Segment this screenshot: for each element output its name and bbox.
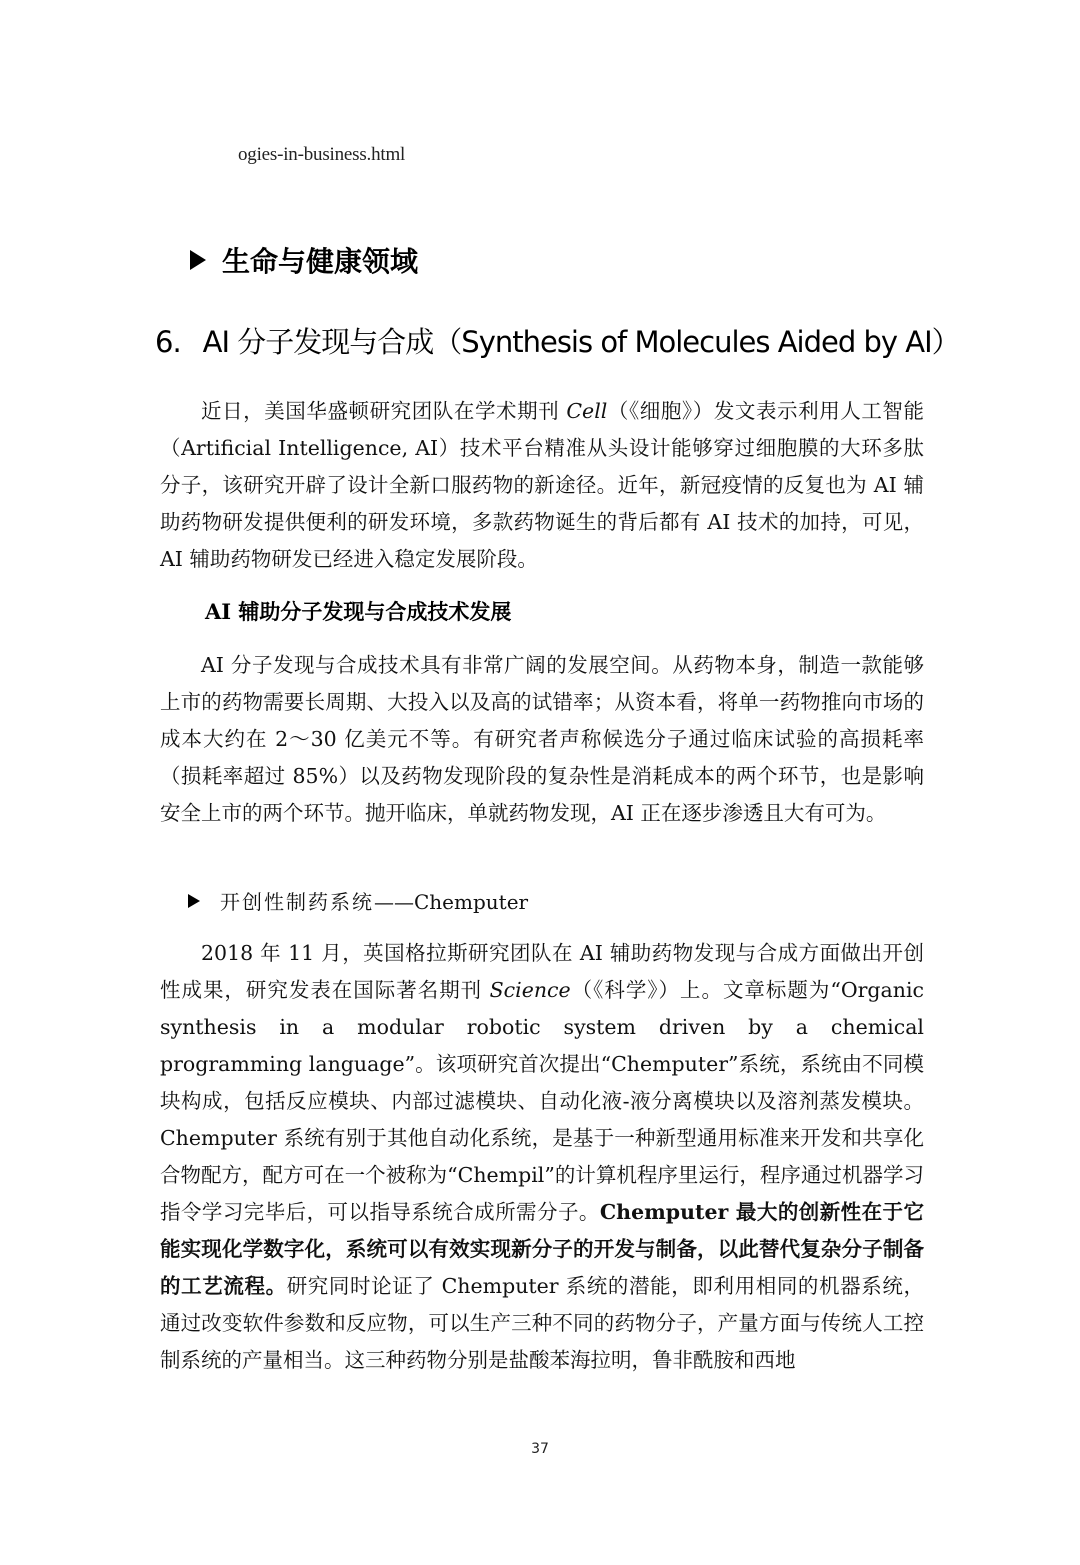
section-heading [190, 240, 418, 280]
arrow-bullet-icon [188, 894, 200, 908]
para3-text-b: （《科学》）上。文章标题为“Organic synthesis in a modular robotic system driven by a chemical programming language”。该项研究首次提出“Chemputer”系统，系统由不同模块构成，包括反应模块、内部过滤模块、自动化液-液分离模块以及溶剂蒸发模块。Chemputer 系统有别于其他自动化系统，是基于一种新型通用标准来开发和共享化合物配方，配方可在一个被称为“Chempil”的计算机程序里运行，程序通过机器学习指令学习完毕后，可以指导系统合成所需分子。 [160, 978, 925, 1224]
bullet-suffix: ——Chemputer [374, 890, 529, 914]
bullet-label: 开创性制药系统 [220, 890, 374, 914]
para3-text-a: 2018 年 11 月，英国格拉斯研究团队在 AI 辅助药物发现与合成方面做出开创性成果，研究发表在国际著名期刊 [160, 941, 924, 1002]
paragraph-intro [160, 393, 924, 578]
para2-text: AI 分子发现与合成技术具有非常广阔的发展空间。从药物本身，制造一款能够上市的药物需要长周期、大投入以及高的试错率；从资本看，将单一药物推向市场的成本大约在 2～30 亿美元不等。有研究者声称候选分子通过临床试验的高损耗率（损耗率超过 85%）以及药物发现阶段的复杂性是消耗成本的两个环节，也是影响安全上市的两个环节。抛开临床，单就药物发现，AI 正在逐步渗透且大有可为。 [160, 653, 924, 825]
para3-text-c: 研究同时论证了 Chemputer 系统的潜能，即利用相同的机器系统，通过改变软件参数和反应物，可以生产三种不同的药物分子，产量方面与传统人工控制系统的产量相当。这三种药物分别是盐酸苯海拉明，鲁非酰胺和西地 [160, 1274, 924, 1372]
arrow-bullet-icon [190, 250, 206, 270]
paragraph-development [160, 647, 924, 832]
journal-cell: Cell [566, 399, 608, 423]
journal-science: Science [489, 978, 571, 1002]
para1-text-a: 近日，美国华盛顿研究团队在学术期刊 [201, 399, 567, 423]
article-title-text: AI 分子发现与合成（Synthesis of Molecules Aided by AI） [202, 325, 960, 359]
para1-text-b: （《细胞》）发文表示利用人工智能（Artificial Intelligence, AI）技术平台精准从头设计能够穿过细胞膜的大环多肽分子，该研究开辟了设计全新口服药物的新途径。近年，新冠疫情的反复也为 AI 辅助药物研发提供便利的研发环境，多款药物诞生的背后都有 AI 技术的加持，可见，AI 辅助药物研发已经进入稳定发展阶段。 [160, 399, 925, 571]
section-heading-text: 生命与健康领域 [222, 245, 419, 278]
article-title [155, 320, 960, 361]
subheading: AI 辅助分子发现与合成技术发展 [205, 599, 512, 624]
bullet-heading [188, 886, 528, 915]
article-number: 6. [155, 325, 181, 359]
paragraph-chemputer [160, 935, 924, 1379]
para3-bold-highlight: Chemputer 最大的创新性在于它能实现化学数字化，系统可以有效实现新分子的开发与制备，以此替代复杂分子制备的工艺流程。 [160, 1200, 924, 1298]
page-number: 37 [531, 1441, 549, 1457]
url-fragment: ogies-in-business.html [238, 144, 406, 165]
